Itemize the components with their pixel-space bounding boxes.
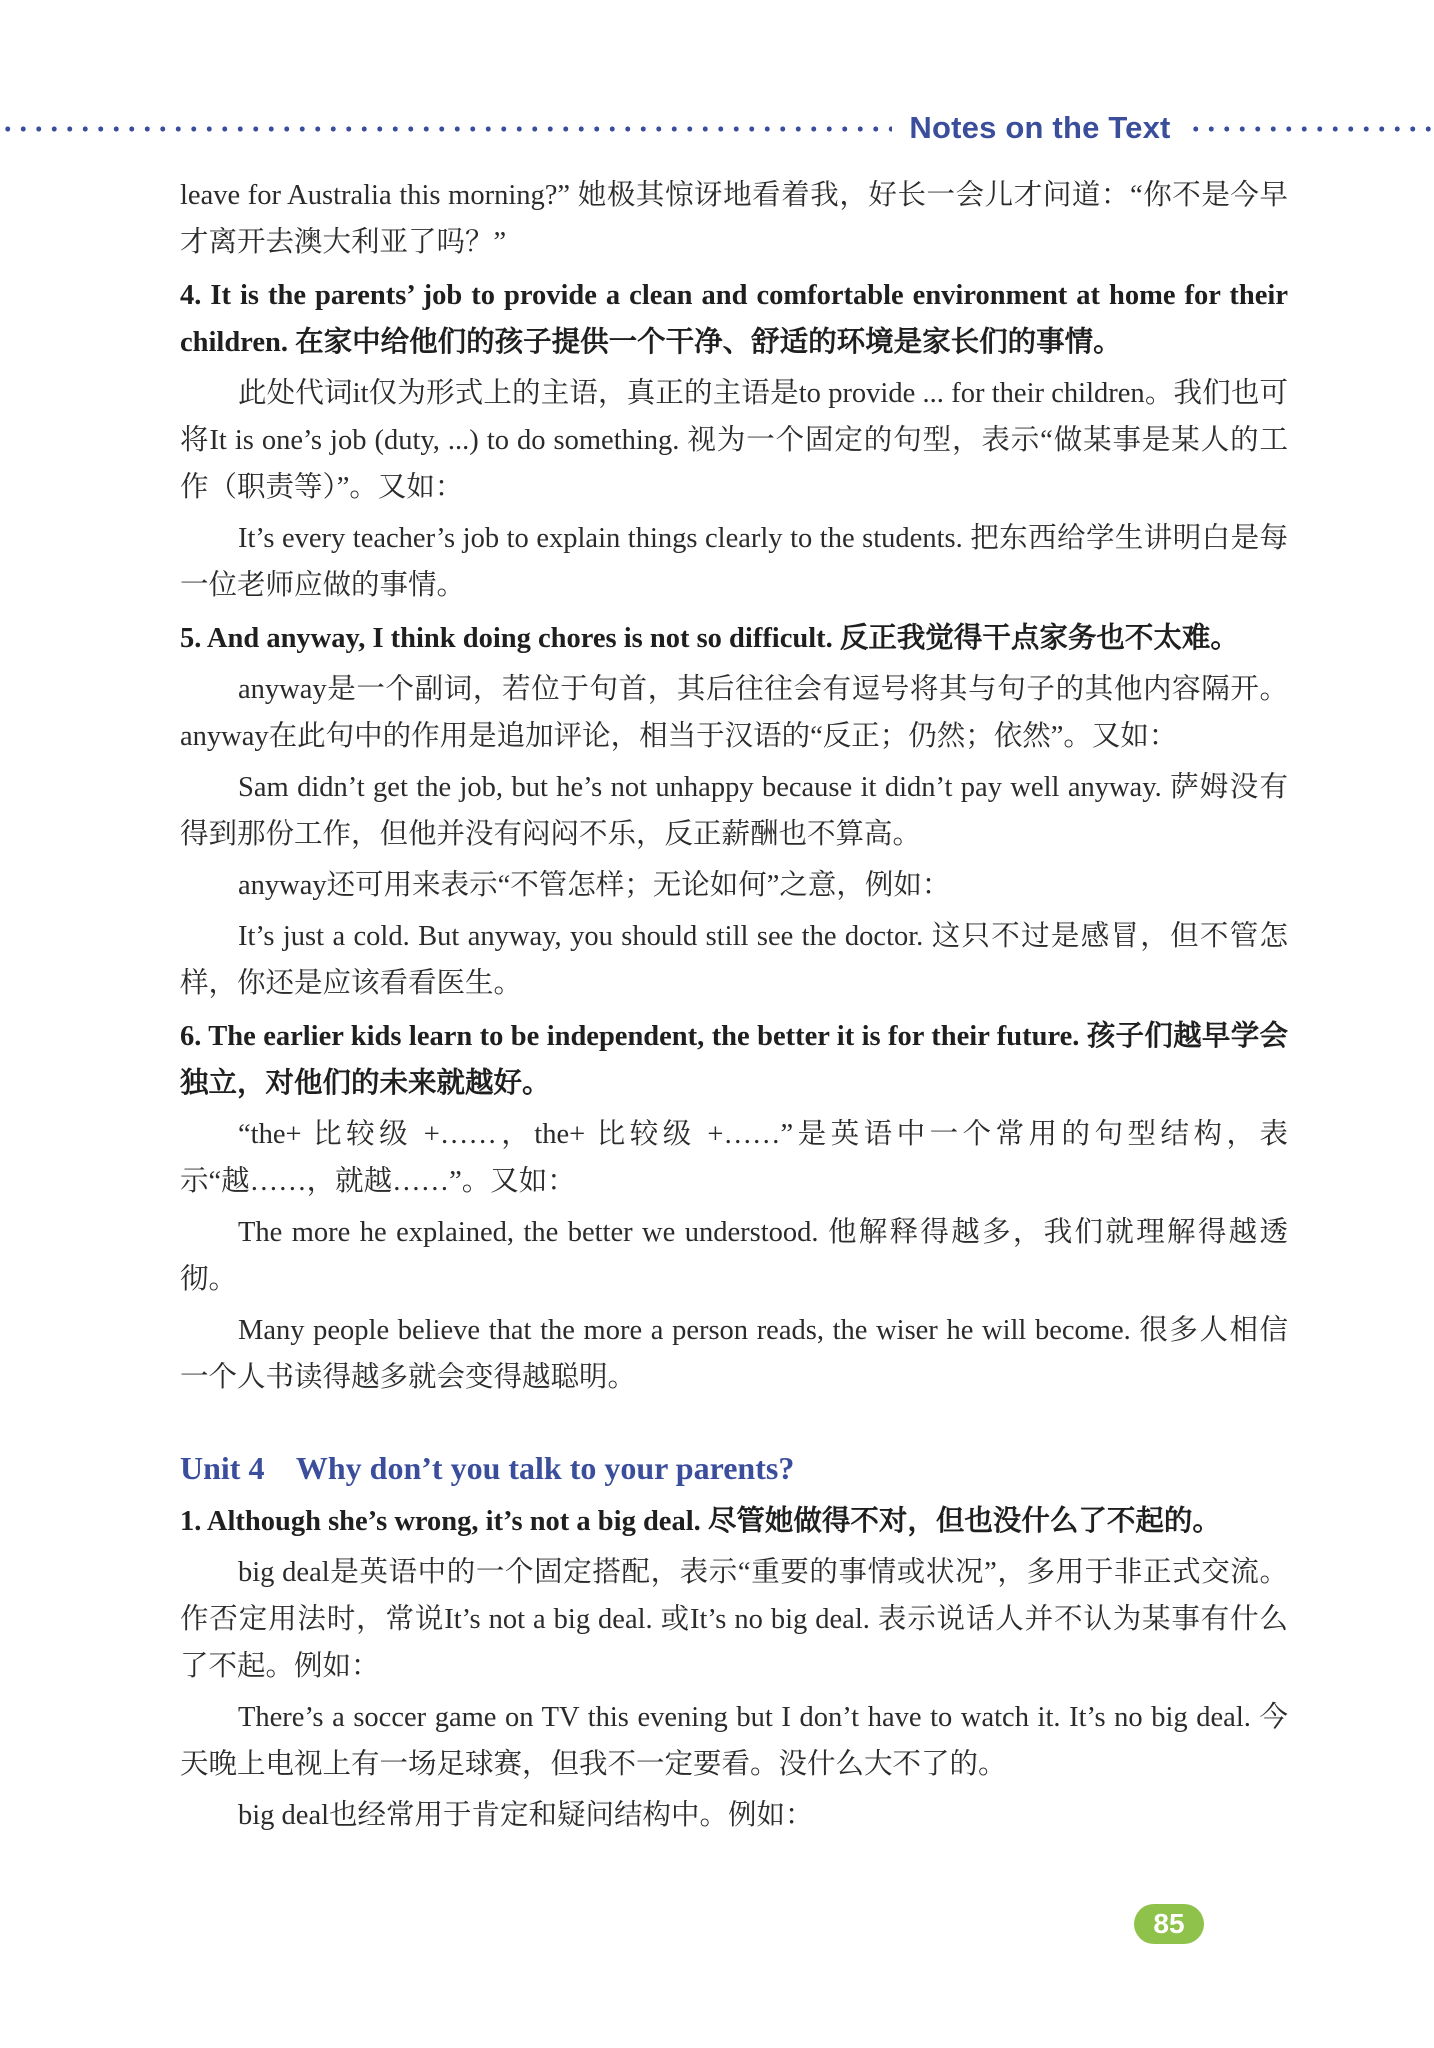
- running-header: [0, 108, 1434, 148]
- note-heading-4: 4. It is the parents’ job to provide a clean and comfortable environment at home for their children. 在家中给他们的孩子提供一个干净、舒适的环境是家长们的事情。: [180, 280, 1288, 358]
- note-4-example: It’s every teacher’s job to explain things clearly to the students. 把东西给学生讲明白是每一位老师应做的事情。: [180, 523, 1288, 601]
- unit-note-heading-1: 1. Although she’s wrong, it’s not a big deal. 尽管她做得不对，但也没什么了不起的。: [180, 1506, 1221, 1537]
- note-5-explanation: anyway是一个副词，若位于句首，其后往往会有逗号将其与句子的其他内容隔开。anyway在此句中的作用是追加评论，相当于汉语的“反正；仍然；依然”。又如：: [180, 674, 1288, 752]
- page-body: [180, 172, 1288, 1843]
- section-spacer: [180, 1405, 1288, 1439]
- page-number-badge: 85: [1134, 1904, 1204, 1944]
- header-dot-rule-left: [0, 126, 892, 132]
- note-5-explanation-2: anyway还可用来表示“不管怎样；无论如何”之意，例如：: [238, 870, 951, 901]
- paragraph-continued: leave for Australia this morning?” 她极其惊讶地看着我，好长一会儿才问道：“你不是今早才离开去澳大利亚了吗？”: [180, 180, 1288, 258]
- unit-title: Unit 4 Why don’t you talk to your parents?: [180, 1450, 795, 1486]
- note-6-example: The more he explained, the better we understood. 他解释得越多，我们就理解得越透彻。: [180, 1217, 1288, 1295]
- note-heading-5: 5. And anyway, I think doing chores is not so difficult. 反正我觉得干点家务也不太难。: [180, 623, 1239, 654]
- unit-note-1-example: There’s a soccer game on TV this evening but I don’t have to watch it. It’s no big deal. 今天晚上电视上有一场足球赛，但我不一定要看。没什么大不了的。: [180, 1702, 1288, 1780]
- note-5-example: Sam didn’t get the job, but he’s not unhappy because it didn’t pay well anyway. 萨姆没有得到那份工作，但他并没有闷闷不乐，反正薪酬也不算高。: [180, 772, 1288, 850]
- unit-note-1-explanation: big deal是英语中的一个固定搭配，表示“重要的事情或状况”，多用于非正式交流。作否定用法时，常说It’s not a big deal. 或It’s no big deal. 表示说话人并不认为某事有什么了不起。例如：: [180, 1557, 1288, 1682]
- header-dot-rule-right: [1188, 126, 1434, 132]
- note-4-explanation: 此处代词it仅为形式上的主语，真正的主语是to provide ... for their children。我们也可将It is one’s job (duty, ...) to do something. 视为一个固定的句型，表示“做某事是某人的工作（职责等）”。又如：: [180, 378, 1288, 503]
- note-heading-6: 6. The earlier kids learn to be independent, the better it is for their future. 孩子们越早学会独立，对他们的未来就越好。: [180, 1021, 1288, 1099]
- note-5-example-2: It’s just a cold. But anyway, you should still see the doctor. 这只不过是感冒，但不管怎样，你还是应该看看医生。: [180, 921, 1288, 999]
- unit-note-1-explanation-2: big deal也经常用于肯定和疑问结构中。例如：: [238, 1800, 814, 1831]
- note-6-example-2: Many people believe that the more a person reads, the wiser he will become. 很多人相信一个人书读得越多就会变得越聪明。: [180, 1315, 1288, 1393]
- note-6-explanation: “the+ 比较级 +……，the+ 比较级 +……”是英语中一个常用的句型结构，表示“越……，就越……”。又如：: [180, 1119, 1288, 1197]
- header-title: Notes on the Text: [909, 110, 1171, 145]
